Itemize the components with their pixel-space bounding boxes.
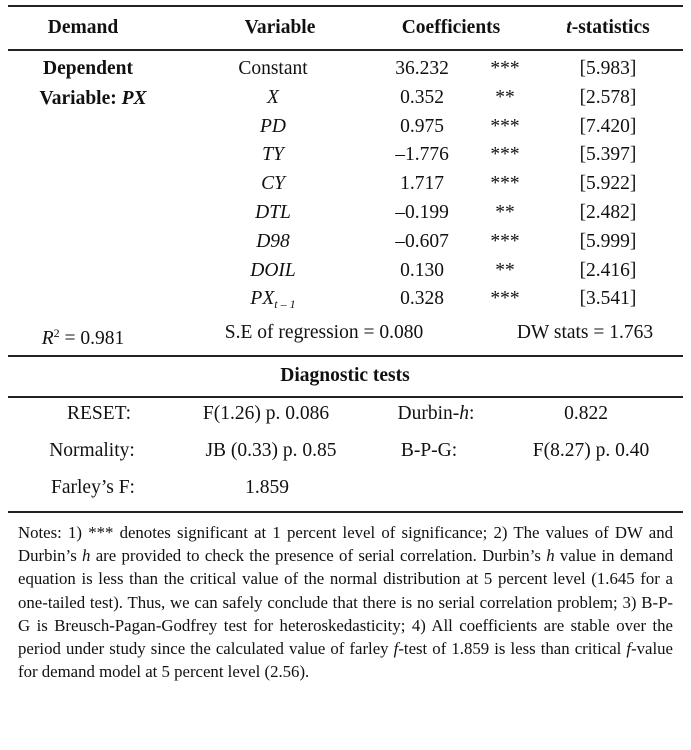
row-significance: *** xyxy=(490,115,520,137)
dependent-label-line2: Variable: PX xyxy=(39,88,147,109)
row-significance: ** xyxy=(495,86,515,108)
row-tstat: [2.416] xyxy=(579,259,637,281)
row-coefficient: –0.607 xyxy=(395,230,449,252)
row-significance: *** xyxy=(490,288,520,310)
row-tstat: [2.578] xyxy=(579,86,637,108)
row-variable: X xyxy=(267,86,279,108)
row-tstat: [7.420] xyxy=(579,115,637,137)
row-coefficient: 0.975 xyxy=(400,115,444,137)
row-tstat: [2.482] xyxy=(579,202,637,223)
row-significance: *** xyxy=(490,230,520,252)
dependent-label-line1: Dependent xyxy=(43,58,133,79)
row-variable: D98 xyxy=(256,230,290,252)
row-coefficient: 36.232 xyxy=(395,58,449,79)
row-coefficient: 0.328 xyxy=(400,288,444,310)
farley-value: 1.859 xyxy=(245,477,289,498)
row-significance: ** xyxy=(495,259,515,281)
header-rule xyxy=(8,49,683,51)
row-tstat: [5.999] xyxy=(579,230,637,252)
regression-table xyxy=(8,5,683,745)
reset-value: F(1.26) p. 0.086 xyxy=(202,403,330,424)
header-variable: Variable xyxy=(244,17,316,38)
row-variable: Constant xyxy=(238,58,308,79)
row-tstat: [5.983] xyxy=(579,58,637,79)
row-variable: $PX_{t - 1}$ xyxy=(250,288,296,312)
row-significance: ** xyxy=(495,202,515,223)
row-coefficient: 1.717 xyxy=(400,173,444,195)
diagnostics-title: Diagnostic tests xyxy=(280,365,410,386)
r-squared: $R^2 = 0.981$ xyxy=(41,326,125,349)
row-significance: *** xyxy=(490,58,520,79)
row-significance: *** xyxy=(490,173,520,195)
row-coefficient: 0.130 xyxy=(400,259,444,281)
table-notes: Notes: 1) *** denotes significant at 1 percent level of significance; 2) The values of DW and Durbin’s h are provided to check the presence of serial correlation. Durbin’s h value in demand equation is less than the critical value of the normal distribution at 5 percent level (1.645 for a one-tailed test). Thus, we can safely conclude that there is no serial correlation problem; 3) B-P-G is Breusch-Pagan-Godfrey test for heteroskedasticity; 4) All coefficients are stable over the period under study since the calculated value of farley f-test of 1.859 is less than critical f-value for demand model at 5 percent level (2.56). xyxy=(18,523,674,682)
row-variable: TY xyxy=(262,144,284,166)
durbin-label: Durbin-h: xyxy=(397,403,475,424)
row-variable: DTL xyxy=(255,202,291,223)
normality-value: JB (0.33) p. 0.85 xyxy=(205,440,337,461)
top-rule xyxy=(8,5,683,7)
reset-label: RESET: xyxy=(66,403,132,424)
row-tstat: [5.397] xyxy=(579,144,637,166)
bpg-value: F(8.27) p. 0.40 xyxy=(532,440,650,461)
header-coefficients: Coefficients xyxy=(401,17,501,38)
row-significance: *** xyxy=(490,144,520,166)
row-tstat: [3.541] xyxy=(579,288,637,310)
dw-stats: DW stats = 1.763 xyxy=(516,322,654,343)
row-variable: CY xyxy=(261,173,285,195)
summary-rule xyxy=(8,355,683,357)
row-coefficient: 0.352 xyxy=(400,86,444,108)
row-coefficient: –1.776 xyxy=(395,144,449,166)
row-tstat: [5.922] xyxy=(579,173,637,195)
normality-label: Normality: xyxy=(49,440,135,461)
row-coefficient: –0.199 xyxy=(395,202,449,223)
diagnostics-rule xyxy=(8,396,683,398)
standard-error: S.E of regression = 0.080 xyxy=(224,322,424,343)
header-tstatistics: t-statistics xyxy=(566,17,650,38)
farley-label: Farley’s F: xyxy=(51,477,135,498)
row-variable: DOIL xyxy=(250,259,296,281)
durbin-value: 0.822 xyxy=(564,403,608,424)
bpg-label: B-P-G: xyxy=(400,440,458,461)
bottom-rule xyxy=(8,511,683,513)
header-demand: Demand xyxy=(47,17,119,38)
row-variable: PD xyxy=(260,115,286,137)
